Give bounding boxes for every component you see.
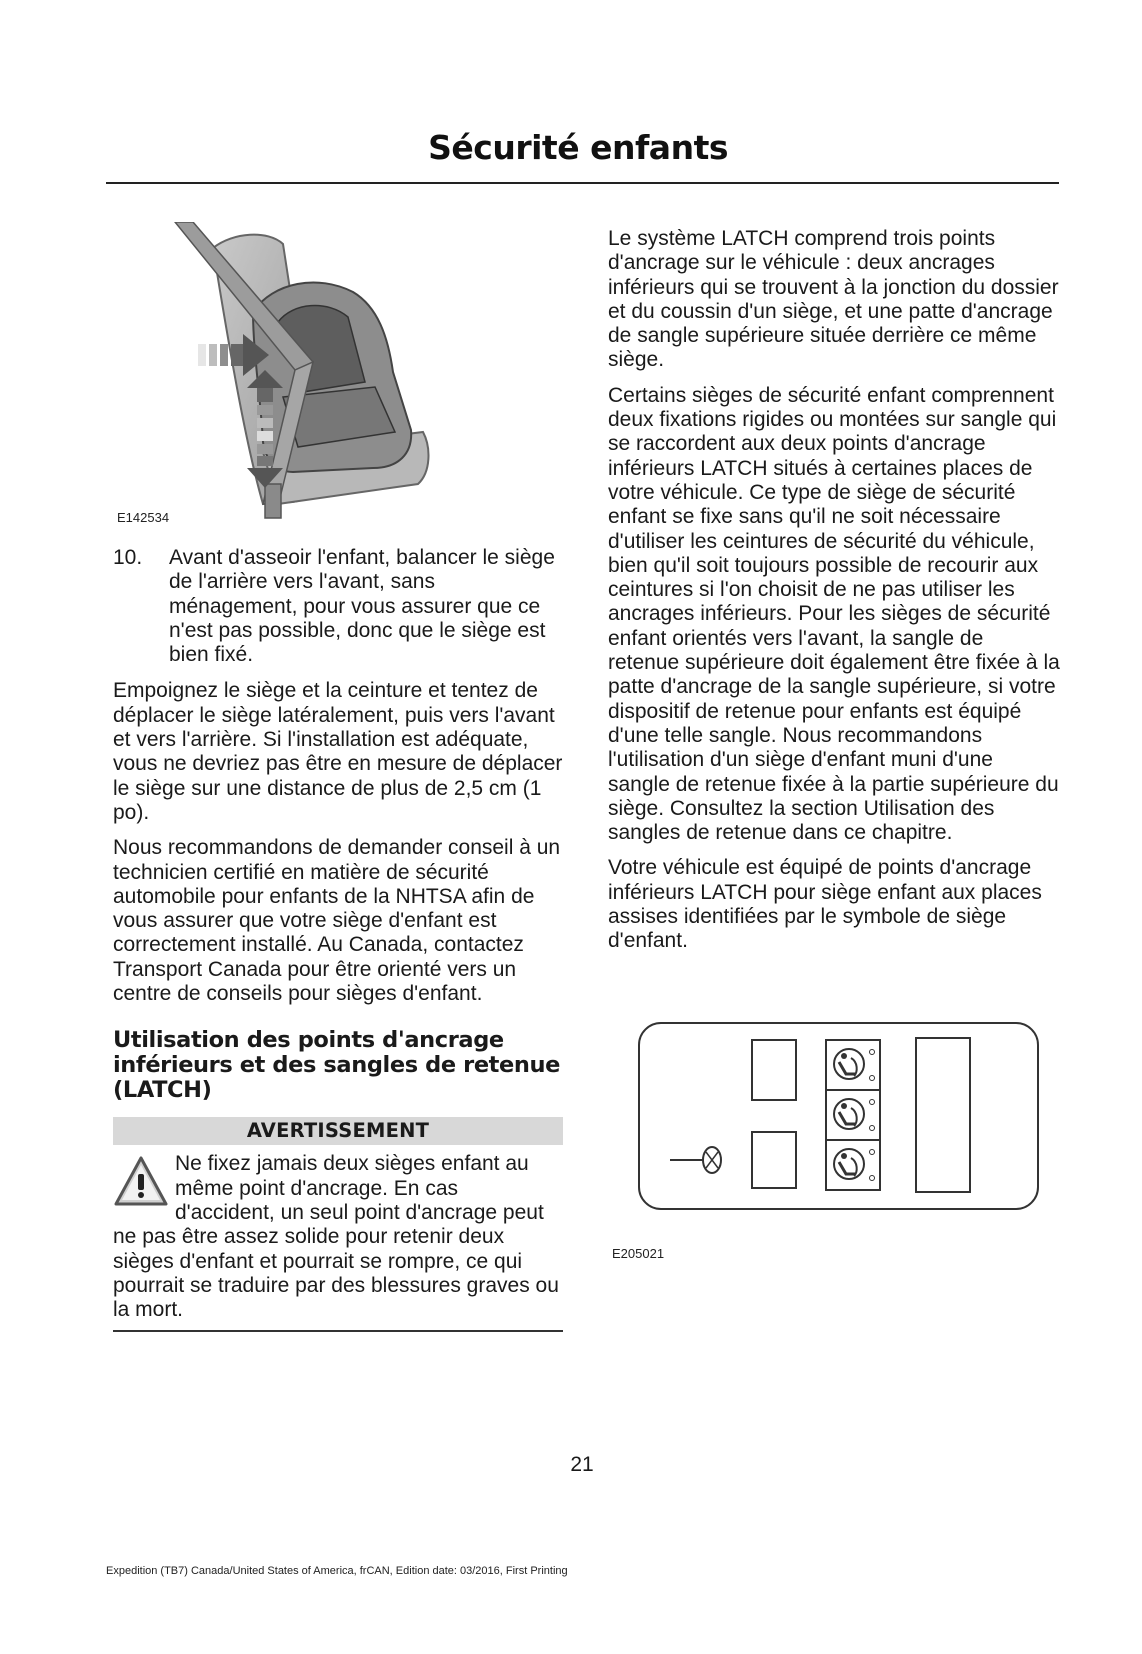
right-column <box>608 227 1060 1261</box>
section-heading: Utilisation des points d'ancrage inférieurs et des sangles de retenue (LATCH) <box>113 1027 560 1104</box>
vehicle-seating-diagram <box>608 1022 1060 1222</box>
paragraph-rigid-attachments: Certains sièges de sécurité enfant comprennent deux fixations rigides ou montées sur sangle qui se raccordent aux deux points d'ancrage inférieurs LATCH situés à certaines places de votre véhicule. Ce type de siège de sécurité enfant se fixe sans qu'il ne soit nécessaire d'utiliser les ceintures de sécurité du véhicule, bien qu'il soit toujours possible de recourir aux ceintures si l'on choisit de ne pas utiliser les ancrages inférieurs. Pour les sièges de sécurité enfant orientés vers l'avant, la sangle de retenue supérieure doit également être fixée à la patte d'ancrage de la sangle supérieure, si votre dispositif de retenue pour enfants est équipé d'une telle sangle. Nous recommandons l'utilisation d'un siège d'enfant muni d'une sangle de retenue fixée à la partie supérieure du siège. Consultez la section Utilisation des sangles de retenue dans ce chapitre. <box>608 383 1060 845</box>
step-text: Avant d'asseoir l'enfant, balancer le siège de l'arrière vers l'avant, sans ménagement, pour vous assurer que ce n'est pas possible, donc que le siège est bien fixé. <box>169 546 555 667</box>
title-divider <box>106 182 1059 184</box>
warning-box <box>113 1152 563 1332</box>
warning-label: AVERTISSEMENT <box>113 1117 563 1145</box>
figure-code: E142534 <box>117 510 170 525</box>
child-seat-illustration <box>113 222 563 532</box>
paragraph-nhtsa: Nous recommandons de demander conseil à un technicien certifié en matière de sécurité automobile pour enfants de la NHTSA afin de vous assurer que votre siège d'enfant est correctement installé. Au Canada, contactez Transport Canada pour être orienté vers un centre de conseils pour sièges d'enfant. <box>113 836 561 1006</box>
warning-triangle-icon <box>113 1154 169 1210</box>
warning-text: Ne fixez jamais deux sièges enfant au même point d'ancrage. En cas d'accident, un seul point d'ancrage peut ne pas être assez solide pour retenir deux sièges d'enfant et pourrait se rompre, ce qui pourrait se traduire par des blessures graves ou la mort. <box>113 1152 559 1322</box>
paragraph-anchor-locations: Votre véhicule est équipé de points d'ancrage inférieurs LATCH pour siège enfant aux places assises identifiées par le symbole de siège d'enfant. <box>608 856 1042 953</box>
page-number: 21 <box>570 1453 594 1476</box>
page-title: Sécurité enfants <box>428 128 728 167</box>
child-seat-drawing <box>113 222 563 532</box>
step-number: 10. <box>113 546 143 569</box>
step-item <box>113 546 563 667</box>
footer-edition: Expedition (TB7) Canada/United States of America, frCAN, Edition date: 03/2016, First Printing <box>106 1565 568 1577</box>
left-column <box>113 222 563 1332</box>
figure-code: E205021 <box>612 1245 665 1261</box>
paragraph-latch-system: Le système LATCH comprend trois points d'ancrage sur le véhicule : deux ancrages inférieurs qui se trouvent à la jonction du dossier et du coussin d'un siège, et une patte d'ancrage de sangle supérieure située derrière ce même siège. <box>608 227 1059 372</box>
latch-location-diagram <box>608 1022 1060 1261</box>
paragraph-grip-seat: Empoignez le siège et la ceinture et tentez de déplacer le siège latéralement, puis vers l'avant et vers l'arrière. Si l'installation est adéquate, vous ne devriez pas être en mesure de déplacer le siège sur une distance de plus de 2,5 cm (1 po). <box>113 679 563 824</box>
